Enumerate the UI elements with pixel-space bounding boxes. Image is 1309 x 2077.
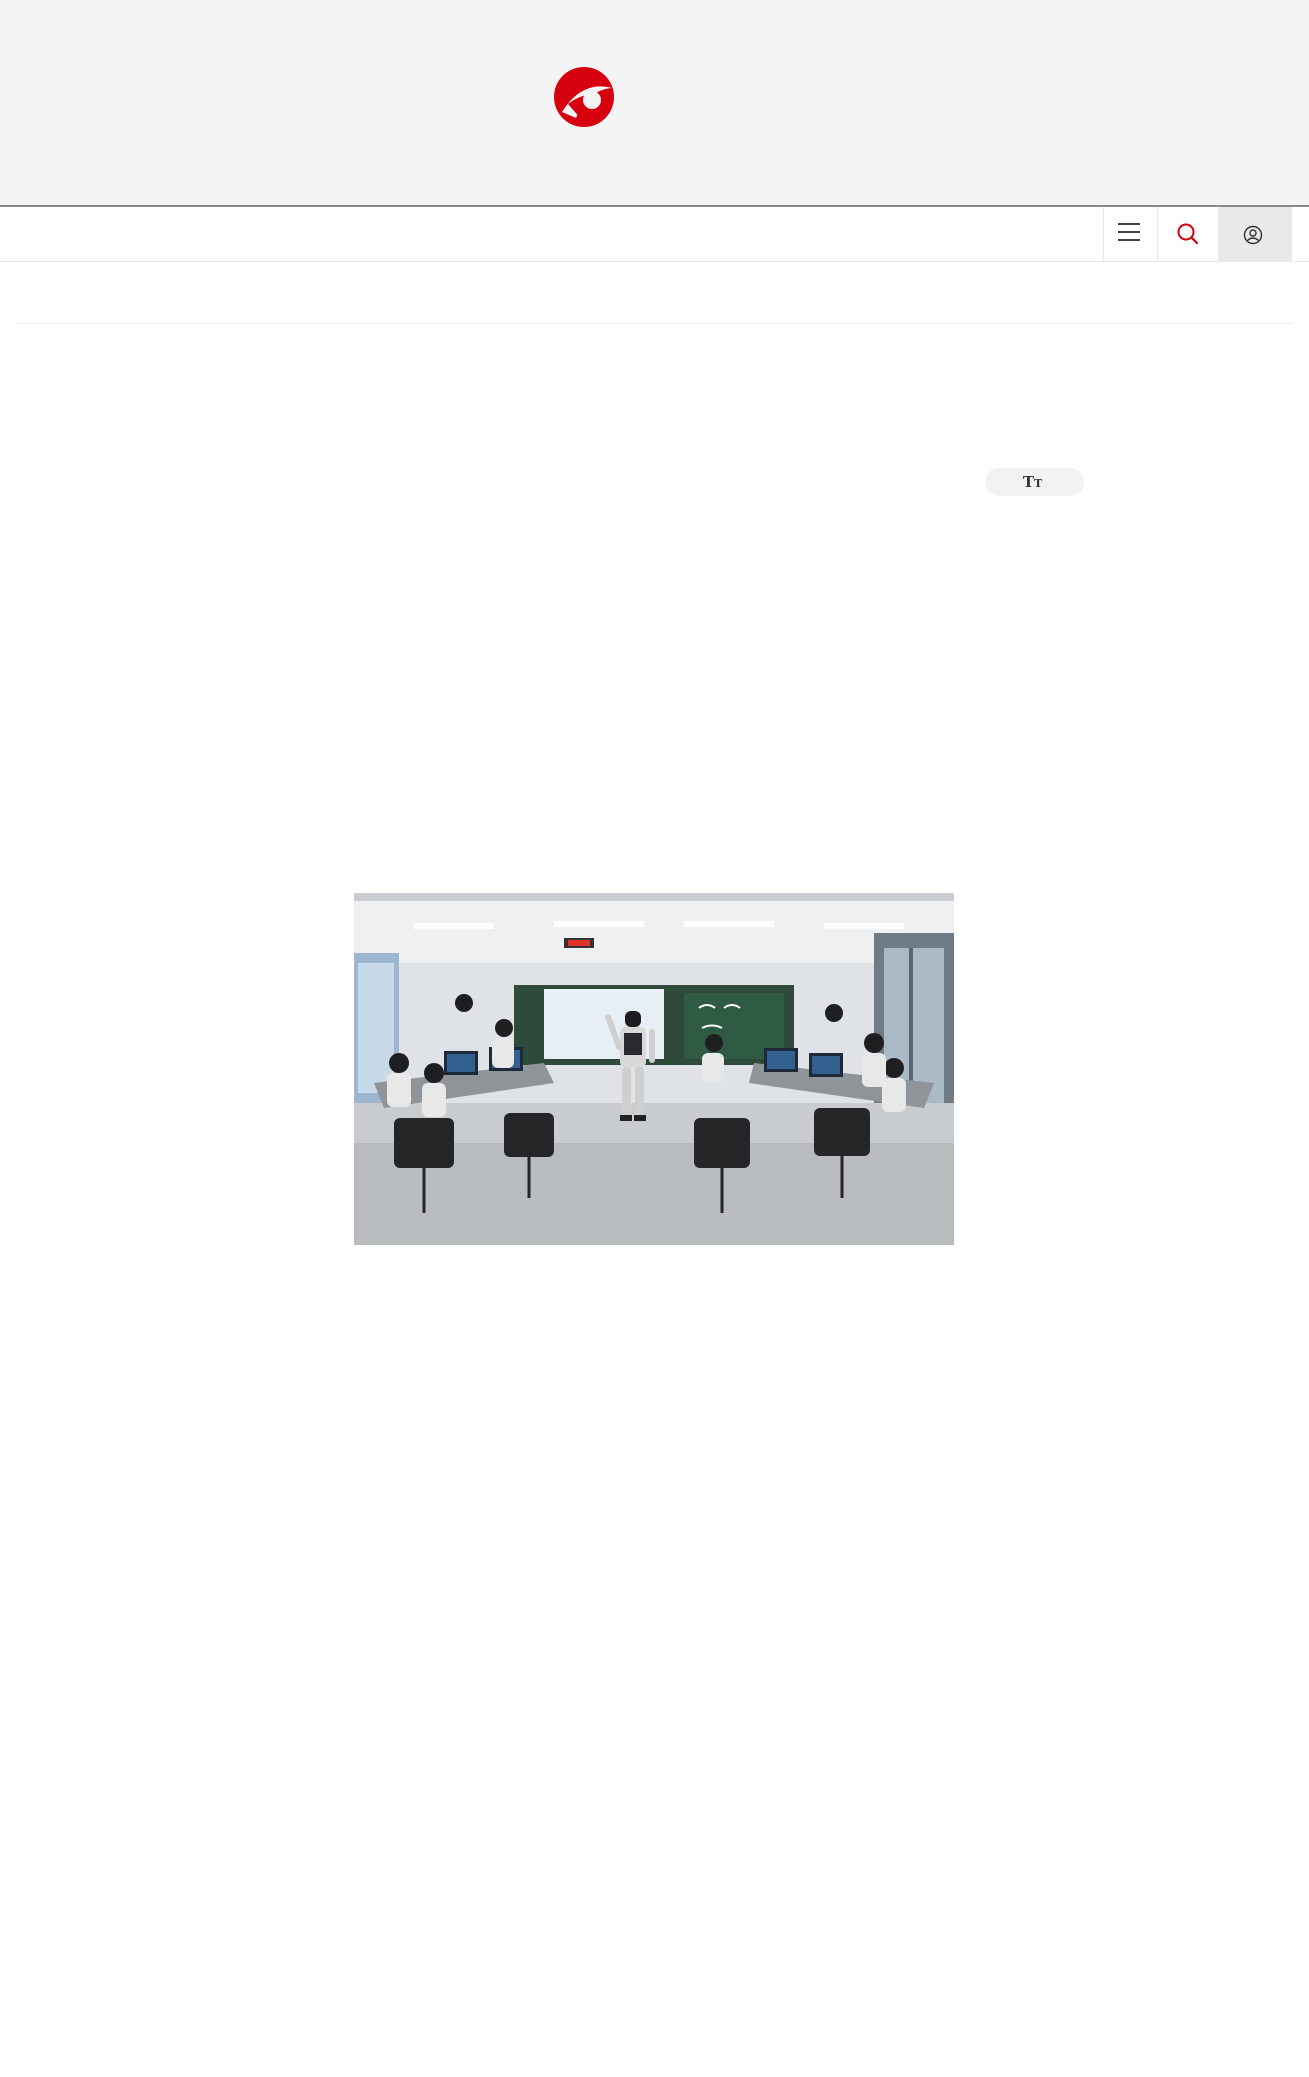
main-nav — [0, 205, 1309, 262]
search-icon[interactable] — [1175, 221, 1201, 247]
article-body-top — [223, 520, 1085, 541]
site-logo[interactable] — [548, 60, 764, 142]
header-band — [0, 0, 1309, 205]
classroom-robot-photo — [354, 893, 954, 1245]
people-logo-icon — [548, 60, 764, 142]
menu-icon[interactable] — [1118, 223, 1140, 243]
login-button[interactable] — [1218, 207, 1292, 262]
article-body-bottom — [223, 1322, 1085, 1343]
nav-divider — [1103, 207, 1104, 262]
user-icon — [1243, 225, 1263, 245]
font-size-icon: TT — [1022, 473, 1043, 491]
nav-divider — [1157, 207, 1158, 262]
font-size-toggle[interactable] — [985, 468, 1084, 496]
divider — [17, 323, 1292, 324]
article-photo — [354, 893, 954, 1245]
